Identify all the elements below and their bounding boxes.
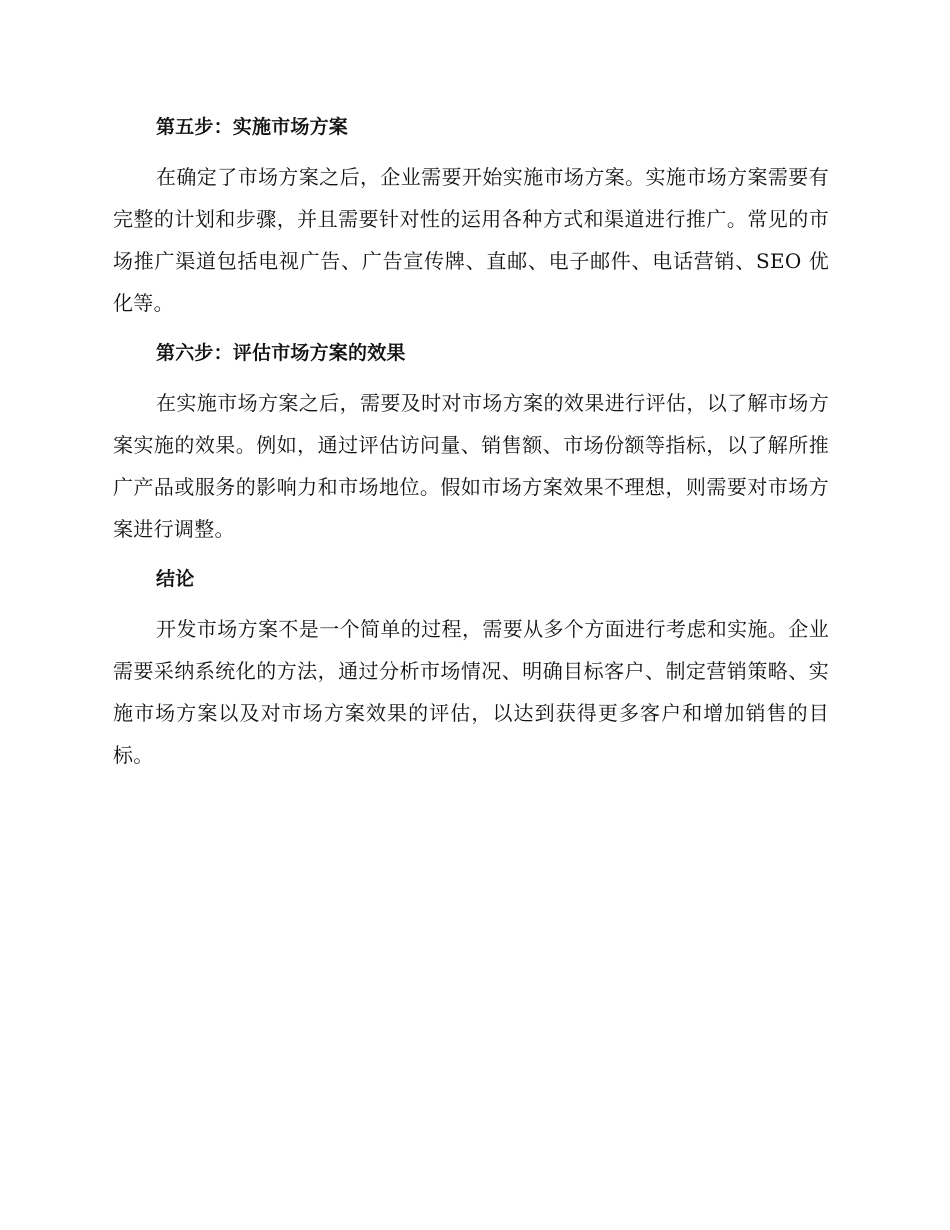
section-paragraph-step-six: 在实施市场方案之后，需要及时对市场方案的效果进行评估，以了解市场方案实施的效果。例如，通过评估访问量、销售额、市场份额等指标，以了解所推广产品或服务的影响力和市场地位。假如市场方案效果不理想，则需要对市场方案进行调整。 (113, 391, 829, 541)
document-body (113, 110, 829, 788)
section-paragraph-conclusion: 开发市场方案不是一个简单的过程，需要从多个方面进行考虑和实施。企业需要采纳系统化的方法，通过分析市场情况、明确目标客户、制定营销策略、实施市场方案以及对市场方案效果的评估，以达到获得更多客户和增加销售的目标。 (113, 617, 829, 767)
section-paragraph-step-five: 在确定了市场方案之后，企业需要开始实施市场方案。实施市场方案需要有完整的计划和步骤，并且需要针对性的运用各种方式和渠道进行推广。常见的市场推广渠道包括电视广告、广告宣传牌、直邮、电子邮件、电话营销、SEO 优化等。 (113, 165, 829, 315)
section-heading-conclusion: 结论 (156, 568, 195, 590)
section-heading-step-five: 第五步：实施市场方案 (156, 116, 349, 138)
section-heading-step-six: 第六步：评估市场方案的效果 (156, 342, 406, 364)
